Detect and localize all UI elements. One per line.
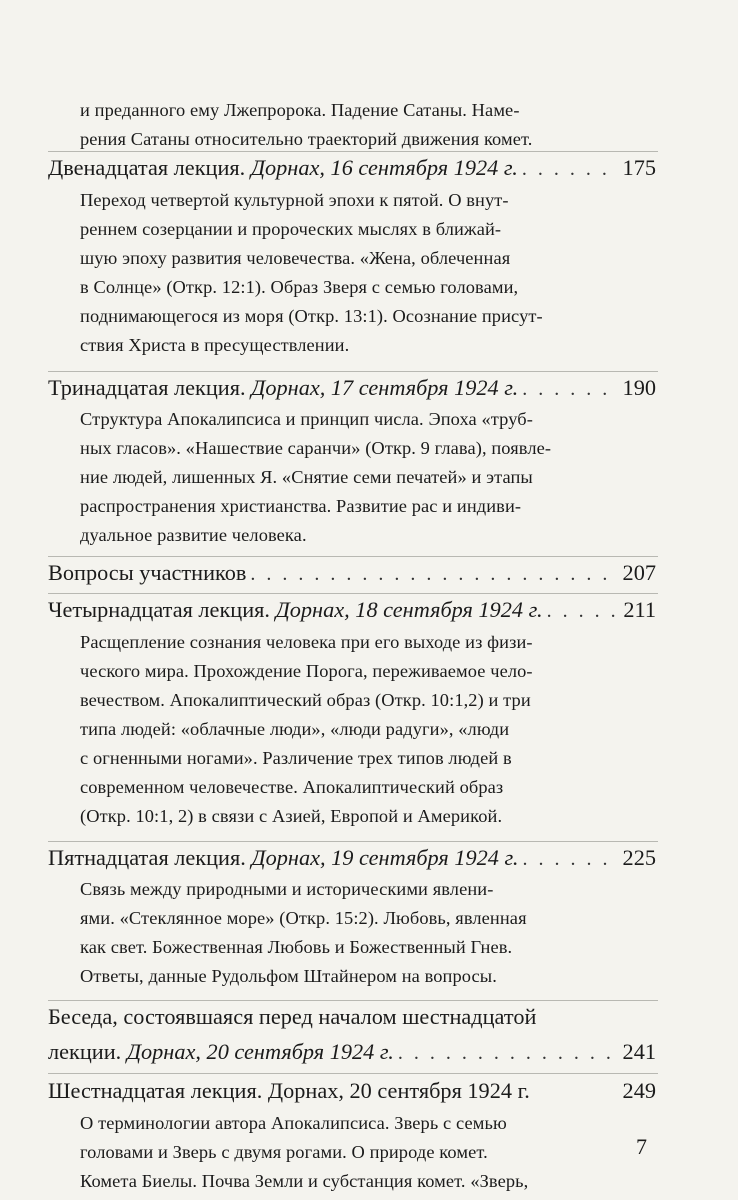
entry-description-line: головами и Зверь с двумя рогами. О природе комет. [80, 1142, 488, 1162]
toc-entry-heading [48, 1004, 656, 1030]
entry-description-line: вечеством. Апокалиптический образ (Откр. 10:1,2) и три [80, 690, 531, 710]
divider [48, 556, 658, 557]
entry-title-continued: лекции. [48, 1039, 122, 1064]
toc-entry-heading [48, 1078, 656, 1104]
entry-description-line: ческого мира. Прохождение Порога, переживаемое чело- [80, 661, 533, 681]
entry-description-line: шую эпоху развития человечества. «Жена, облеченная [80, 248, 511, 268]
dot-leader [522, 158, 619, 181]
entry-description-line: Структура Апокалипсиса и принцип числа. Эпоха «труб- [80, 409, 533, 429]
entry-page-number: 207 [622, 560, 656, 585]
toc-entry-heading-continued [48, 1039, 656, 1065]
entry-description-line: ями. «Стеклянное море» (Откр. 15:2). Любовь, явленная [80, 908, 527, 928]
toc-entry-heading [48, 155, 656, 181]
page-number: 7 [636, 1134, 647, 1159]
divider [48, 151, 658, 152]
entry-description-line: как свет. Божественная Любовь и Божественный Гнев. [80, 937, 513, 957]
toc-entry-heading [48, 375, 656, 401]
entry-page-number: 190 [622, 375, 656, 400]
entry-description-line: дуальное развитие человека. [80, 525, 307, 545]
entry-place-date: Дорнах, 19 сентября 1924 г. [251, 845, 519, 870]
entry-description-line: (Откр. 10:1, 2) в связи с Азией, Европой и Америкой. [80, 806, 503, 826]
dot-leader [522, 378, 618, 401]
dot-leader [547, 600, 620, 623]
entry-page-number: 225 [622, 845, 656, 870]
entry-description-line: Расщепление сознания человека при его выходе из физи- [80, 632, 533, 652]
entry-description-line: поднимающегося из моря (Откр. 13:1). Осознание присут- [80, 306, 543, 326]
entry-description-line: Связь между природными и историческими явлени- [80, 879, 494, 899]
entry-title: Тринадцатая лекция. [48, 375, 246, 400]
entry-place-date: Дорнах, 20 сентября 1924 г. [126, 1039, 394, 1064]
entry-description-line: распространения христианства. Развитие рас и индиви- [80, 496, 522, 516]
entry-description-line: Переход четвертой культурной эпохи к пятой. О внут- [80, 190, 509, 210]
toc-entry-heading [48, 560, 656, 586]
intro-line: рения Сатаны относительно траекторий движения комет. [80, 129, 533, 149]
toc-entry-heading [48, 597, 656, 623]
entry-description-line: современном человечестве. Апокалиптический образ [80, 777, 504, 797]
entry-title: Двенадцатая лекция. [48, 155, 246, 180]
entry-title: Шестнадцатая лекция. Дорнах, 20 сентября 1924 г. [48, 1078, 530, 1103]
entry-title: Беседа, состоявшаяся перед началом шестнадцатой [48, 1004, 537, 1029]
divider [48, 1000, 658, 1001]
entry-page-number: 211 [623, 597, 656, 622]
entry-page-number: 175 [622, 155, 656, 180]
divider [48, 371, 658, 372]
entry-title: Вопросы участников [48, 560, 247, 585]
entry-description-line: типа людей: «облачные люди», «люди радуги», «люди [80, 719, 510, 739]
divider [48, 841, 658, 842]
dot-leader [522, 848, 618, 871]
entry-place-date: Дорнах, 18 сентября 1924 г. [275, 597, 543, 622]
entry-title: Пятнадцатая лекция. [48, 845, 246, 870]
entry-description-line: Ответы, данные Рудольфом Штайнером на вопросы. [80, 966, 497, 986]
entry-description-line: с огненными ногами». Различение трех типов людей в [80, 748, 512, 768]
entry-place-date: Дорнах, 17 сентября 1924 г. [251, 375, 519, 400]
entry-description-line: в Солнце» (Откр. 12:1). Образ Зверя с семью головами, [80, 277, 519, 297]
entry-place-date: Дорнах, 16 сентября 1924 г. [250, 155, 518, 180]
entry-description-line: Комета Биелы. Почва Земли и субстанция комет. «Зверь, [80, 1171, 529, 1191]
intro-line: и преданного ему Лжепророка. Падение Сатаны. Наме- [80, 100, 520, 120]
entry-description-line: ние людей, лишенных Я. «Снятие семи печатей» и этапы [80, 467, 533, 487]
entry-description-line: ствия Христа в пресуществлении. [80, 335, 350, 355]
dot-leader [250, 563, 618, 586]
entry-title: Четырнадцатая лекция. [48, 597, 270, 622]
toc-entry-heading [48, 845, 656, 871]
entry-page-number: 249 [622, 1078, 656, 1103]
dot-leader [398, 1042, 619, 1065]
entry-description-line: О терминологии автора Апокалипсиса. Зверь с семью [80, 1113, 507, 1133]
divider [48, 593, 658, 594]
divider [48, 1073, 658, 1074]
entry-description-line: ных гласов». «Нашествие саранчи» (Откр. 9 глава), появле- [80, 438, 552, 458]
entry-page-number: 241 [622, 1039, 656, 1064]
entry-description-line: реннем созерцании и пророческих мыслях в ближай- [80, 219, 502, 239]
